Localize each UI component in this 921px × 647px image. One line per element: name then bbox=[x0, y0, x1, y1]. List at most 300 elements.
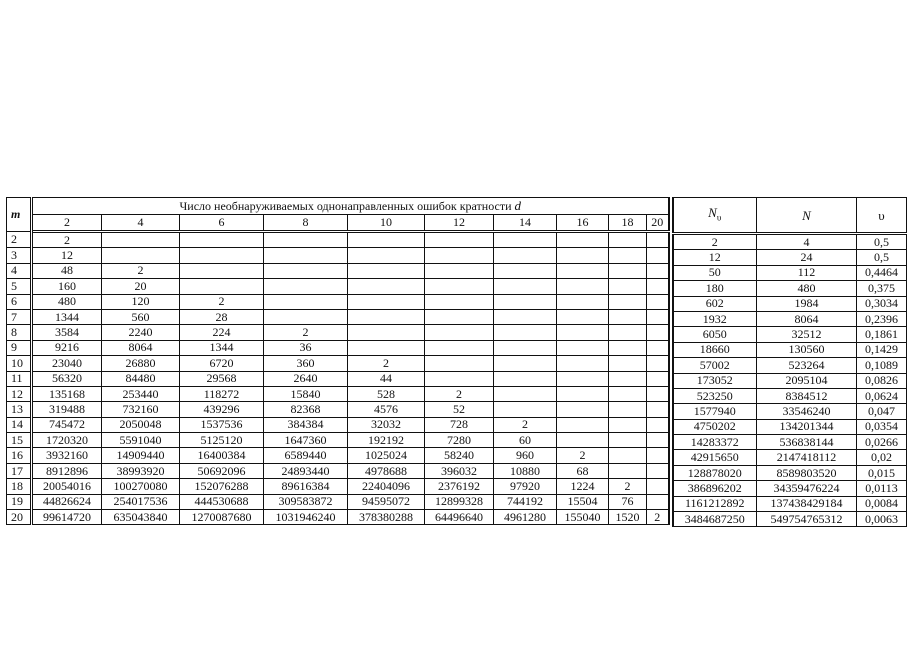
main-table-body bbox=[7, 232, 669, 525]
cell-d6: 5125120 bbox=[180, 433, 264, 448]
cell-d16 bbox=[557, 417, 609, 432]
cell-nv: 42915650 bbox=[673, 450, 757, 465]
cell-nv: 50 bbox=[673, 265, 757, 280]
cell-d12 bbox=[425, 356, 494, 371]
cell-d2: 44826624 bbox=[32, 494, 102, 509]
cell-d16 bbox=[557, 340, 609, 355]
d-header-12: 12 bbox=[425, 215, 494, 232]
data-table-container bbox=[6, 197, 907, 527]
cell-d2: 319488 bbox=[32, 402, 102, 417]
cell-n: 2095104 bbox=[757, 373, 857, 388]
cell-d10: 378380288 bbox=[348, 510, 425, 525]
n-column-header: N bbox=[757, 198, 857, 234]
cell-d18 bbox=[609, 309, 647, 324]
cell-d12 bbox=[425, 232, 494, 248]
cell-d16 bbox=[557, 386, 609, 401]
cell-n: 2147418112 bbox=[757, 450, 857, 465]
cell-d16 bbox=[557, 325, 609, 340]
cell-d18 bbox=[609, 263, 647, 278]
table-row bbox=[7, 433, 669, 448]
cell-d6: 224 bbox=[180, 325, 264, 340]
row-m-value: 17 bbox=[7, 463, 32, 478]
cell-d6 bbox=[180, 232, 264, 248]
cell-d18 bbox=[609, 279, 647, 294]
table-row bbox=[7, 510, 669, 525]
cell-d4: 120 bbox=[102, 294, 180, 309]
cell-d14 bbox=[494, 386, 557, 401]
cell-nv: 3484687250 bbox=[673, 512, 757, 527]
cell-d8 bbox=[264, 279, 348, 294]
cell-d4: 84480 bbox=[102, 371, 180, 386]
cell-d6: 444530688 bbox=[180, 494, 264, 509]
row-m-value: 11 bbox=[7, 371, 32, 386]
summary-row bbox=[673, 311, 907, 326]
row-m-value: 12 bbox=[7, 386, 32, 401]
summary-row bbox=[673, 358, 907, 373]
cell-d4: 2 bbox=[102, 263, 180, 278]
cell-d14: 97920 bbox=[494, 479, 557, 494]
cell-d20 bbox=[647, 433, 669, 448]
cell-d14: 10880 bbox=[494, 463, 557, 478]
cell-n: 549754765312 bbox=[757, 512, 857, 527]
table-row bbox=[7, 402, 669, 417]
cell-d16 bbox=[557, 433, 609, 448]
cell-d10: 94595072 bbox=[348, 494, 425, 509]
cell-d12 bbox=[425, 340, 494, 355]
cell-v: 0,375 bbox=[857, 281, 907, 296]
cell-d4: 2050048 bbox=[102, 417, 180, 432]
cell-d16 bbox=[557, 294, 609, 309]
cell-nv: 6050 bbox=[673, 327, 757, 342]
cell-d16: 1224 bbox=[557, 479, 609, 494]
cell-d4: 560 bbox=[102, 309, 180, 324]
cell-d14: 744192 bbox=[494, 494, 557, 509]
table-row bbox=[7, 417, 669, 432]
cell-d6: 118272 bbox=[180, 386, 264, 401]
table-row bbox=[7, 386, 669, 401]
cell-d14 bbox=[494, 340, 557, 355]
row-m-value: 3 bbox=[7, 248, 32, 263]
row-m-value: 18 bbox=[7, 479, 32, 494]
table-row bbox=[7, 248, 669, 263]
cell-d6: 439296 bbox=[180, 402, 264, 417]
summary-row bbox=[673, 481, 907, 496]
cell-d16: 68 bbox=[557, 463, 609, 478]
cell-d12: 7280 bbox=[425, 433, 494, 448]
summary-row bbox=[673, 373, 907, 388]
cell-n: 24 bbox=[757, 250, 857, 265]
cell-d20 bbox=[647, 386, 669, 401]
summary-row bbox=[673, 327, 907, 342]
cell-d10: 4576 bbox=[348, 402, 425, 417]
cell-v: 0,2396 bbox=[857, 311, 907, 326]
cell-n: 480 bbox=[757, 281, 857, 296]
m-column-header: m bbox=[7, 198, 32, 232]
cell-d14: 60 bbox=[494, 433, 557, 448]
cell-d14 bbox=[494, 325, 557, 340]
cell-d2: 56320 bbox=[32, 371, 102, 386]
cell-d8: 360 bbox=[264, 356, 348, 371]
d-header-18: 18 bbox=[609, 215, 647, 232]
cell-d10: 528 bbox=[348, 386, 425, 401]
cell-nv: 1932 bbox=[673, 311, 757, 326]
row-m-value: 6 bbox=[7, 294, 32, 309]
cell-d12: 728 bbox=[425, 417, 494, 432]
cell-d14: 4961280 bbox=[494, 510, 557, 525]
d-header-16: 16 bbox=[557, 215, 609, 232]
cell-d14 bbox=[494, 371, 557, 386]
cell-nv: 1161212892 bbox=[673, 496, 757, 511]
cell-d14 bbox=[494, 279, 557, 294]
cell-d18 bbox=[609, 386, 647, 401]
cell-v: 0,5 bbox=[857, 250, 907, 265]
cell-d4: 26880 bbox=[102, 356, 180, 371]
cell-d20 bbox=[647, 402, 669, 417]
multiplicity-symbol: d bbox=[514, 198, 521, 213]
cell-d20 bbox=[647, 232, 669, 248]
cell-d4: 38993920 bbox=[102, 463, 180, 478]
cell-d16 bbox=[557, 279, 609, 294]
cell-d10 bbox=[348, 279, 425, 294]
cell-d6 bbox=[180, 248, 264, 263]
cell-d4: 635043840 bbox=[102, 510, 180, 525]
cell-d16 bbox=[557, 248, 609, 263]
cell-d2: 1720320 bbox=[32, 433, 102, 448]
summary-row bbox=[673, 342, 907, 357]
summary-row bbox=[673, 234, 907, 250]
cell-d12 bbox=[425, 294, 494, 309]
row-m-value: 10 bbox=[7, 356, 32, 371]
table-row bbox=[7, 463, 669, 478]
cell-d12 bbox=[425, 248, 494, 263]
cell-n: 523264 bbox=[757, 358, 857, 373]
cell-d8 bbox=[264, 263, 348, 278]
cell-n: 8064 bbox=[757, 311, 857, 326]
cell-v: 0,1089 bbox=[857, 358, 907, 373]
cell-d10 bbox=[348, 232, 425, 248]
cell-d14 bbox=[494, 263, 557, 278]
table-row bbox=[7, 325, 669, 340]
cell-d8: 2640 bbox=[264, 371, 348, 386]
cell-d4: 100270080 bbox=[102, 479, 180, 494]
cell-v: 0,015 bbox=[857, 465, 907, 480]
cell-d14: 2 bbox=[494, 417, 557, 432]
cell-d18 bbox=[609, 371, 647, 386]
cell-d2: 48 bbox=[32, 263, 102, 278]
cell-d14 bbox=[494, 294, 557, 309]
cell-v: 0,047 bbox=[857, 404, 907, 419]
row-m-value: 15 bbox=[7, 433, 32, 448]
cell-d20 bbox=[647, 248, 669, 263]
cell-d4: 8064 bbox=[102, 340, 180, 355]
cell-nv: 18660 bbox=[673, 342, 757, 357]
cell-d4: 5591040 bbox=[102, 433, 180, 448]
cell-d10: 32032 bbox=[348, 417, 425, 432]
cell-d20 bbox=[647, 279, 669, 294]
cell-n: 34359476224 bbox=[757, 481, 857, 496]
cell-v: 0,0113 bbox=[857, 481, 907, 496]
table-row bbox=[7, 263, 669, 278]
cell-d14 bbox=[494, 248, 557, 263]
cell-v: 0,0354 bbox=[857, 419, 907, 434]
cell-d6 bbox=[180, 279, 264, 294]
cell-d12: 12899328 bbox=[425, 494, 494, 509]
cell-d20 bbox=[647, 325, 669, 340]
table-row bbox=[7, 279, 669, 294]
cell-d20 bbox=[647, 448, 669, 463]
cell-n: 130560 bbox=[757, 342, 857, 357]
cell-d4: 14909440 bbox=[102, 448, 180, 463]
cell-d8: 36 bbox=[264, 340, 348, 355]
cell-d12 bbox=[425, 371, 494, 386]
cell-d16: 15504 bbox=[557, 494, 609, 509]
summary-row bbox=[673, 296, 907, 311]
cell-nv: 180 bbox=[673, 281, 757, 296]
cell-nv: 602 bbox=[673, 296, 757, 311]
cell-n: 112 bbox=[757, 265, 857, 280]
summary-row bbox=[673, 265, 907, 280]
cell-v: 0,0266 bbox=[857, 435, 907, 450]
cell-d6: 1270087680 bbox=[180, 510, 264, 525]
cell-d6: 152076288 bbox=[180, 479, 264, 494]
cell-d2: 8912896 bbox=[32, 463, 102, 478]
summary-row bbox=[673, 404, 907, 419]
summary-row bbox=[673, 465, 907, 480]
cell-d18 bbox=[609, 294, 647, 309]
cell-d16 bbox=[557, 232, 609, 248]
summary-row bbox=[673, 512, 907, 527]
d-header-row bbox=[7, 215, 669, 232]
row-m-value: 20 bbox=[7, 510, 32, 525]
summary-table-body bbox=[673, 234, 907, 527]
cell-d6 bbox=[180, 263, 264, 278]
cell-d2: 135168 bbox=[32, 386, 102, 401]
cell-d2: 745472 bbox=[32, 417, 102, 432]
cell-d14 bbox=[494, 309, 557, 324]
cell-n: 137438429184 bbox=[757, 496, 857, 511]
cell-d2: 2 bbox=[32, 232, 102, 248]
cell-nv: 14283372 bbox=[673, 435, 757, 450]
cell-d12: 396032 bbox=[425, 463, 494, 478]
cell-d14 bbox=[494, 402, 557, 417]
cell-d8: 2 bbox=[264, 325, 348, 340]
table-row bbox=[7, 309, 669, 324]
cell-d16 bbox=[557, 371, 609, 386]
row-m-value: 2 bbox=[7, 232, 32, 248]
cell-nv: 4750202 bbox=[673, 419, 757, 434]
cell-d12 bbox=[425, 263, 494, 278]
cell-d12: 52 bbox=[425, 402, 494, 417]
cell-d8 bbox=[264, 232, 348, 248]
cell-d2: 99614720 bbox=[32, 510, 102, 525]
table-row bbox=[7, 294, 669, 309]
row-m-value: 7 bbox=[7, 309, 32, 324]
cell-n: 536838144 bbox=[757, 435, 857, 450]
cell-d14 bbox=[494, 356, 557, 371]
cell-d6: 1344 bbox=[180, 340, 264, 355]
cell-d2: 20054016 bbox=[32, 479, 102, 494]
cell-d8: 309583872 bbox=[264, 494, 348, 509]
cell-d8: 6589440 bbox=[264, 448, 348, 463]
cell-v: 0,1861 bbox=[857, 327, 907, 342]
cell-v: 0,3034 bbox=[857, 296, 907, 311]
summary-row bbox=[673, 250, 907, 265]
cell-d18: 1520 bbox=[609, 510, 647, 525]
cell-d8: 1031946240 bbox=[264, 510, 348, 525]
cell-n: 33546240 bbox=[757, 404, 857, 419]
cell-d16: 155040 bbox=[557, 510, 609, 525]
cell-d2: 12 bbox=[32, 248, 102, 263]
cell-nv: 12 bbox=[673, 250, 757, 265]
nv-column-header: $N_\upsilon$ bbox=[673, 198, 757, 234]
d-header-2: 2 bbox=[32, 215, 102, 232]
table-row bbox=[7, 479, 669, 494]
cell-d8: 384384 bbox=[264, 417, 348, 432]
cell-d12 bbox=[425, 309, 494, 324]
row-m-value: 14 bbox=[7, 417, 32, 432]
cell-d4: 20 bbox=[102, 279, 180, 294]
cell-d10: 2 bbox=[348, 356, 425, 371]
group-header: Число необнаруживаемых однонаправленных ошибок кратности d bbox=[32, 198, 669, 215]
cell-d4: 254017536 bbox=[102, 494, 180, 509]
cell-v: 0,0826 bbox=[857, 373, 907, 388]
cell-d12: 2 bbox=[425, 386, 494, 401]
row-m-value: 4 bbox=[7, 263, 32, 278]
cell-n: 134201344 bbox=[757, 419, 857, 434]
cell-v: 0,5 bbox=[857, 234, 907, 250]
cell-d6: 28 bbox=[180, 309, 264, 324]
cell-d6: 29568 bbox=[180, 371, 264, 386]
cell-d20 bbox=[647, 356, 669, 371]
row-m-value: 13 bbox=[7, 402, 32, 417]
row-m-value: 9 bbox=[7, 340, 32, 355]
d-header-14: 14 bbox=[494, 215, 557, 232]
cell-n: 1984 bbox=[757, 296, 857, 311]
cell-d16 bbox=[557, 402, 609, 417]
cell-d4: 253440 bbox=[102, 386, 180, 401]
cell-d8: 15840 bbox=[264, 386, 348, 401]
cell-d20 bbox=[647, 309, 669, 324]
cell-nv: 386896202 bbox=[673, 481, 757, 496]
d-header-4: 4 bbox=[102, 215, 180, 232]
cell-d10 bbox=[348, 263, 425, 278]
cell-d8 bbox=[264, 248, 348, 263]
row-m-value: 16 bbox=[7, 448, 32, 463]
summary-row bbox=[673, 419, 907, 434]
cell-d4 bbox=[102, 248, 180, 263]
cell-d12: 64496640 bbox=[425, 510, 494, 525]
cell-d18: 2 bbox=[609, 479, 647, 494]
cell-d8: 24893440 bbox=[264, 463, 348, 478]
table-row bbox=[7, 356, 669, 371]
cell-v: 0,4464 bbox=[857, 265, 907, 280]
cell-d8 bbox=[264, 309, 348, 324]
cell-d18 bbox=[609, 402, 647, 417]
cell-d10 bbox=[348, 340, 425, 355]
summary-row bbox=[673, 435, 907, 450]
cell-d6: 50692096 bbox=[180, 463, 264, 478]
cell-d10 bbox=[348, 294, 425, 309]
cell-d10: 4978688 bbox=[348, 463, 425, 478]
cell-n: 4 bbox=[757, 234, 857, 250]
cell-d18 bbox=[609, 417, 647, 432]
cell-nv: 2 bbox=[673, 234, 757, 250]
cell-d20 bbox=[647, 371, 669, 386]
cell-d20 bbox=[647, 340, 669, 355]
cell-d20 bbox=[647, 463, 669, 478]
cell-d16: 2 bbox=[557, 448, 609, 463]
cell-d2: 160 bbox=[32, 279, 102, 294]
cell-d18: 76 bbox=[609, 494, 647, 509]
summary-row bbox=[673, 496, 907, 511]
table-row bbox=[7, 340, 669, 355]
cell-d10 bbox=[348, 248, 425, 263]
d-header-8: 8 bbox=[264, 215, 348, 232]
row-m-value: 5 bbox=[7, 279, 32, 294]
cell-d18 bbox=[609, 232, 647, 248]
cell-d16 bbox=[557, 356, 609, 371]
cell-d10 bbox=[348, 325, 425, 340]
d-header-20: 20 bbox=[647, 215, 669, 232]
cell-v: 0,02 bbox=[857, 450, 907, 465]
cell-d6: 2 bbox=[180, 294, 264, 309]
cell-d12 bbox=[425, 325, 494, 340]
cell-d18 bbox=[609, 340, 647, 355]
cell-d2: 3584 bbox=[32, 325, 102, 340]
cell-d10: 44 bbox=[348, 371, 425, 386]
cell-d18 bbox=[609, 463, 647, 478]
cell-v: 0,1429 bbox=[857, 342, 907, 357]
cell-n: 8589803520 bbox=[757, 465, 857, 480]
cell-d14: 960 bbox=[494, 448, 557, 463]
summary-row bbox=[673, 388, 907, 403]
cell-d8 bbox=[264, 294, 348, 309]
cell-nv: 1577940 bbox=[673, 404, 757, 419]
summary-row bbox=[673, 450, 907, 465]
table-row bbox=[7, 371, 669, 386]
cell-d4 bbox=[102, 232, 180, 248]
cell-d8: 1647360 bbox=[264, 433, 348, 448]
summary-table bbox=[672, 197, 908, 527]
cell-n: 32512 bbox=[757, 327, 857, 342]
cell-d10: 192192 bbox=[348, 433, 425, 448]
cell-d2: 480 bbox=[32, 294, 102, 309]
cell-d20 bbox=[647, 417, 669, 432]
cell-d20: 2 bbox=[647, 510, 669, 525]
cell-d10: 1025024 bbox=[348, 448, 425, 463]
cell-d14 bbox=[494, 232, 557, 248]
cell-d16 bbox=[557, 263, 609, 278]
cell-d4: 2240 bbox=[102, 325, 180, 340]
summary-row bbox=[673, 281, 907, 296]
cell-d18 bbox=[609, 356, 647, 371]
cell-v: 0,0624 bbox=[857, 388, 907, 403]
cell-d20 bbox=[647, 494, 669, 509]
cell-d2: 23040 bbox=[32, 356, 102, 371]
cell-d10: 22404096 bbox=[348, 479, 425, 494]
table-row bbox=[7, 494, 669, 509]
cell-v: 0,0084 bbox=[857, 496, 907, 511]
cell-d6: 6720 bbox=[180, 356, 264, 371]
cell-d12: 2376192 bbox=[425, 479, 494, 494]
cell-d6: 1537536 bbox=[180, 417, 264, 432]
cell-d18 bbox=[609, 325, 647, 340]
cell-d6: 16400384 bbox=[180, 448, 264, 463]
cell-v: 0,0063 bbox=[857, 512, 907, 527]
cell-d12 bbox=[425, 279, 494, 294]
cell-n: 8384512 bbox=[757, 388, 857, 403]
cell-d20 bbox=[647, 479, 669, 494]
